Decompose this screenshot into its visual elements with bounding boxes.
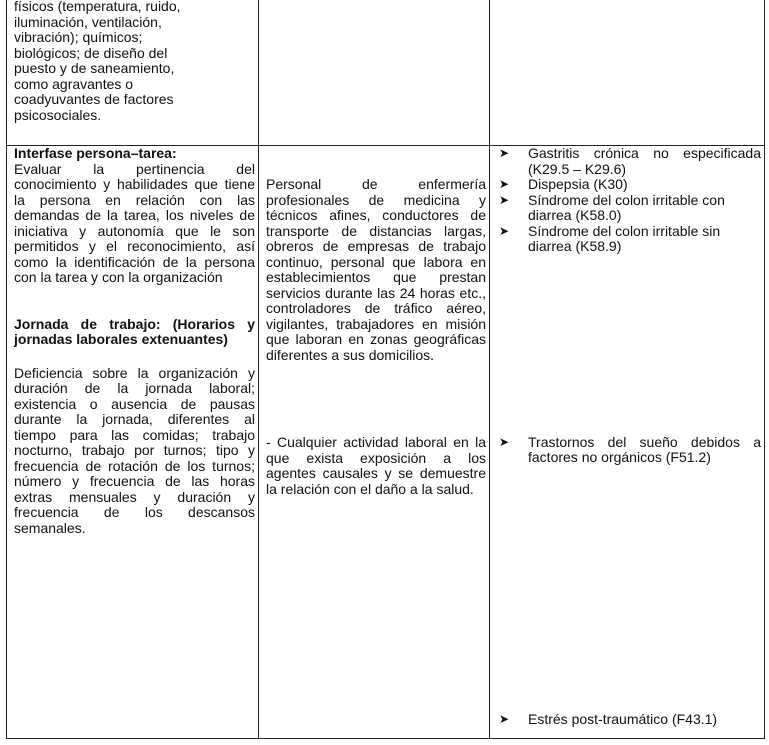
text-line: vibración); químicos; (14, 29, 143, 45)
arrow-bullet-icon: ➤ (499, 711, 510, 726)
table-row (7, 0, 765, 146)
disease-list (497, 146, 761, 255)
list-item: ➤ Síndrome del colon irritable con diarrea (K58.0) (499, 191, 725, 223)
arrow-bullet-icon: ➤ (499, 146, 510, 160)
arrow-bullet-icon: ➤ (499, 223, 510, 238)
list-item: ➤ Estrés post-traumático (F43.1) (499, 710, 718, 727)
risk-factor-cell (7, 146, 259, 739)
disease-cell (490, 146, 765, 739)
list-item: ➤ Dispepsia (K30) (499, 176, 628, 192)
occupation-general-text: - Cualquier actividad laboral en la que exista exposición a los agentes causales y se demuestre la relación con el daño a la salud. (266, 434, 486, 497)
arrow-bullet-icon: ➤ (499, 434, 510, 449)
occupation-cell (259, 146, 490, 739)
section-text-interfase: Evaluar la pertinencia del conocimiento y habilidades que tiene la persona en relación con las demandas de la tarea, los niveles de iniciativa y autonomía que le son permitidos y el reconocimiento, así como la identificación de la persona con la tarea y con la organización (14, 160, 255, 285)
text-line: coadyuvantes de factores (14, 91, 174, 107)
risk-factor-text (14, 0, 255, 123)
section-text-jornada: Deficiencia sobre la organización y duración de la jornada laboral; existencia o ausencia de pausas durante la jornada, diferentes al tiempo para las comidas; trabajo nocturno, trabajo por turnos; tipo y frecuencia de rotación de los turnos; número y frecuencia de las horas extras mensuales y duración y frecuencia de los descansos semanales. (14, 364, 255, 536)
text-line: como agravantes o (14, 75, 134, 92)
list-item: ➤ Síndrome del colon irritable sin diarrea (K58.9) (499, 222, 721, 254)
section-heading-jornada: Jornada de trabajo: (Horarios y jornadas laborales extenuantes) (14, 315, 255, 347)
table-row (7, 146, 765, 739)
disease-list (497, 435, 761, 466)
text-line: biológicos; de diseño del (14, 44, 168, 61)
list-item: ➤ Trastornos del sueño debidos a factores no orgánicos (F51.2) (499, 433, 761, 465)
list-item: ➤ Gastritis crónica no especificada (K29.5 – K29.6) (499, 145, 761, 177)
occupation-list-text: Personal de enfermería profesionales de medicina y técnicos afines, conductores de transporte de distancias largas, obreros de empresas de trabajo continuo, personal que labora en establecimientos que prestan servicios durante las 24 horas etc., controladores de tráfico aéreo, vigilantes, trabajadores en misión que laboran en zonas geográficas diferentes a sus domicilios. (266, 176, 486, 363)
arrow-bullet-icon: ➤ (499, 192, 510, 207)
section-heading-interfase: Interfase persona–tarea: (14, 145, 177, 161)
text-line: iluminación, ventilación, (14, 13, 162, 30)
disease-list (497, 712, 761, 728)
disease-cell (490, 0, 765, 146)
risk-factor-cell (7, 0, 259, 146)
occupational-disease-table (6, 0, 765, 739)
text-line: puesto y de saneamiento, (14, 60, 175, 76)
text-line: físicos (temperatura, ruido, (14, 0, 181, 14)
arrow-bullet-icon: ➤ (499, 177, 510, 191)
text-line: psicosociales. (14, 106, 102, 123)
occupation-cell (259, 0, 490, 146)
